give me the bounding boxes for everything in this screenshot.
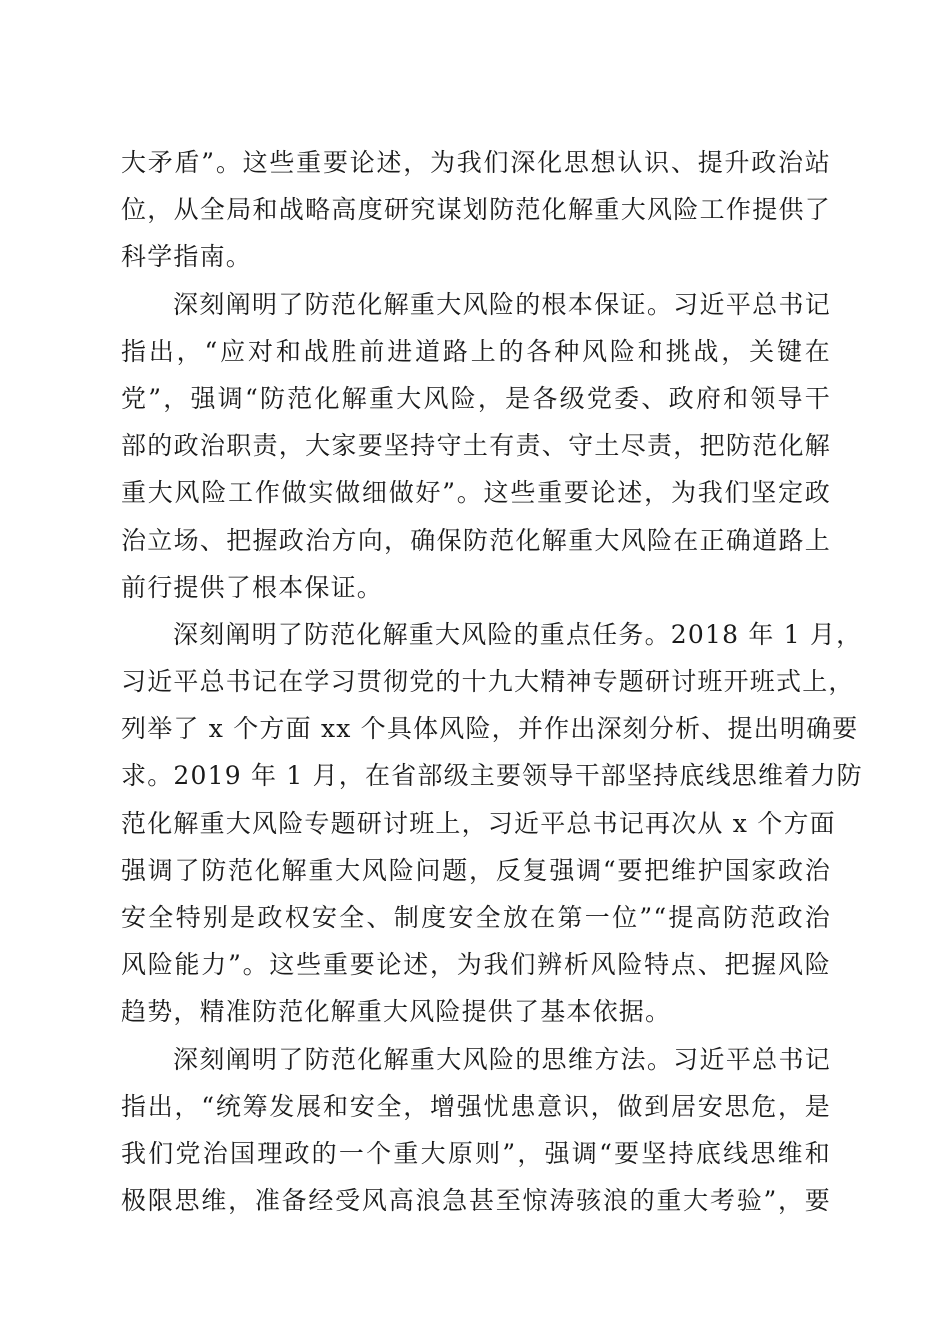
paragraph-2-line-2: 指出，“应对和战胜前进道路上的各种风险和挑战，关键在	[121, 336, 831, 366]
paragraph-3-line-8: 风险能力”。这些重要论述，为我们辨析风险特点、把握风险	[121, 950, 831, 980]
paragraph-3-line-1: 深刻阐明了防范化解重大风险的重点任务。2018 年 1 月，	[173, 619, 863, 649]
paragraph-2-line-7: 前行提供了根本保证。	[121, 572, 384, 602]
paragraph-4-line-1: 深刻阐明了防范化解重大风险的思维方法。习近平总书记	[173, 1044, 831, 1074]
paragraph-1-line-1: 大矛盾”。这些重要论述，为我们深化思想认识、提升政治站	[121, 148, 831, 177]
paragraph-4-line-4: 极限思维，准备经受风高浪急甚至惊涛骇浪的重大考验”，要	[121, 1186, 831, 1216]
paragraph-3-line-7: 安全特别是政权安全、制度安全放在第一位”“提高防范政治	[121, 903, 831, 932]
paragraph-1-line-2: 位，从全局和战略高度研究谋划防范化解重大风险工作提供了	[121, 195, 831, 225]
paragraph-2-line-5: 重大风险工作做实做细做好”。这些重要论述，为我们坚定政	[121, 478, 831, 508]
paragraph-2-line-1: 深刻阐明了防范化解重大风险的根本保证。习近平总书记	[173, 289, 831, 319]
paragraph-3-line-4: 求。2019 年 1 月，在省部级主要领导干部坚持底线思维着力防	[121, 761, 863, 791]
paragraph-3-line-3: 列举了 x 个方面 xx 个具体风险，并作出深刻分析、提出明确要	[121, 714, 859, 744]
paragraph-4-line-3: 我们党治国理政的一个重大原则”，强调“要坚持底线思维和	[121, 1138, 831, 1168]
paragraph-3-line-9: 趋势，精准防范化解重大风险提供了基本依据。	[121, 997, 672, 1027]
paragraph-3-line-6: 强调了防范化解重大风险问题，反复强调“要把维护国家政治	[121, 855, 831, 885]
paragraph-2-line-3: 党”，强调“防范化解重大风险，是各级党委、政府和领导干	[121, 383, 831, 413]
paragraph-3-line-2: 习近平总书记在学习贯彻党的十九大精神专题研讨班开班式上，	[121, 667, 855, 697]
paragraph-2-line-4: 部的政治职责，大家要坚持守土有责、守土尽责，把防范化解	[121, 431, 831, 461]
document-body	[121, 139, 863, 1224]
paragraph-4-line-2: 指出，“统筹发展和安全，增强忧患意识，做到居安思危，是	[121, 1091, 831, 1121]
paragraph-2-line-6: 治立场、把握政治方向，确保防范化解重大风险在正确道路上	[121, 525, 831, 555]
paragraph-3-line-5: 范化解重大风险专题研讨班上，习近平总书记再次从 x 个方面	[121, 808, 836, 838]
paragraph-1-line-3: 科学指南。	[121, 242, 253, 272]
